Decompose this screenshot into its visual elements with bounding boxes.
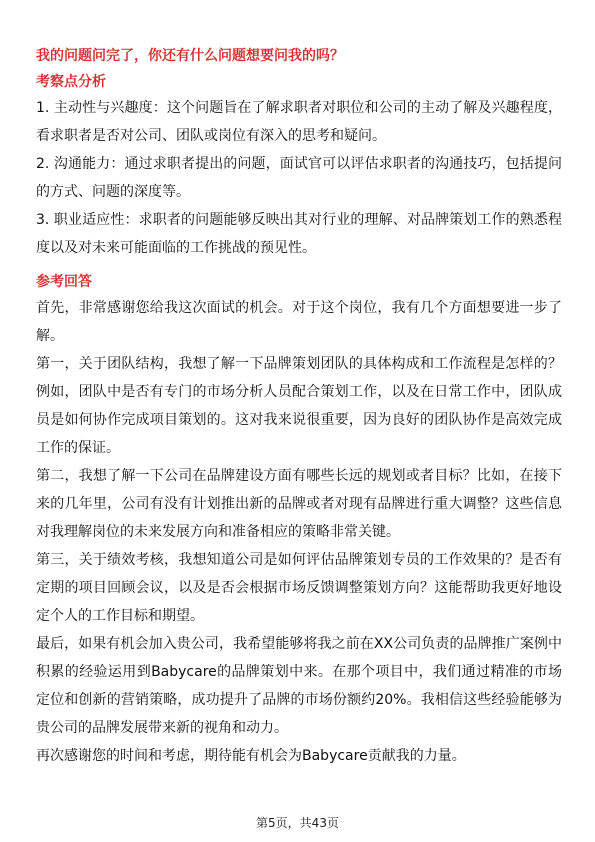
answer-paragraph: 第一，关于团队结构，我想了解一下品牌策划团队的具体构成和工作流程是怎样的？例如，团队中是否有专门的市场分析人员配合策划工作，以及在日常工作中，团队成员是如何协作完成项目策划的。这对我来说很重要，因为良好的团队协作是高效完成工作的保证。 — [36, 356, 562, 456]
analysis-item: 1. 主动性与兴趣度：这个问题旨在了解求职者对职位和公司的主动了解及兴趣程度，看求职者是否对公司、团队或岗位有深入的思考和疑问。 — [36, 100, 562, 144]
answer-paragraph: 最后，如果有机会加入贵公司，我希望能够将我之前在XX公司负责的品牌推广案例中积累的经验运用到Babycare的品牌策划中来。在那个项目中，我们通过精准的市场定位和创新的营销策略，成功提升了品牌的市场份额约20%。我相信这些经验能够为贵公司的品牌发展带来新的视角和动力。 — [36, 636, 562, 736]
page-content — [36, 44, 562, 770]
answer-paragraph: 首先，非常感谢您给我这次面试的机会。对于这个岗位，我有几个方面想要进一步了解。 — [36, 300, 562, 344]
analysis-item: 2. 沟通能力：通过求职者提出的问题，面试官可以评估求职者的沟通技巧，包括提问的方式、问题的深度等。 — [36, 156, 562, 200]
analysis-heading: 考察点分析 — [36, 74, 106, 90]
analysis-item: 3. 职业适应性：求职者的问题能够反映出其对行业的理解、对品牌策划工作的熟悉程度以及对未来可能面临的工作挑战的预见性。 — [36, 212, 562, 256]
answer-paragraph: 第三，关于绩效考核，我想知道公司是如何评估品牌策划专员的工作效果的？是否有定期的项目回顾会议，以及是否会根据市场反馈调整策划方向？这能帮助我更好地设定个人的工作目标和期望。 — [36, 552, 562, 624]
interview-question: 我的问题问完了，你还有什么问题想要问我的吗？ — [36, 48, 344, 64]
answer-paragraph: 第二，我想了解一下公司在品牌建设方面有哪些长远的规划或者目标？比如，在接下来的几年里，公司有没有计划推出新的品牌或者对现有品牌进行重大调整？这些信息对我理解岗位的未来发展方向和准备相应的策略非常关键。 — [36, 468, 562, 540]
page-number: 第5页，共43页 — [256, 816, 339, 830]
answer-paragraph: 再次感谢您的时间和考虑，期待能有机会为Babycare贡献我的力量。 — [36, 748, 466, 764]
answer-heading: 参考回答 — [36, 274, 92, 290]
